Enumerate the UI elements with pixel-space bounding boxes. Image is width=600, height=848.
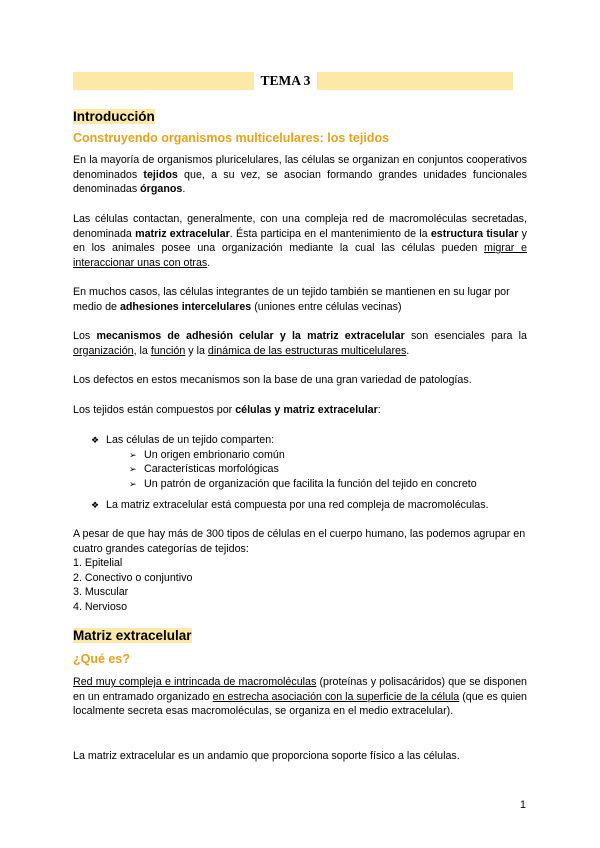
arrowhead-bullet-icon: ➢ bbox=[129, 478, 137, 489]
paragraph-intro-6: Los tejidos están compuestos por células y matriz extracelular: bbox=[73, 404, 381, 416]
list-item: ➢ Un origen embrionario común bbox=[129, 448, 285, 461]
list-item: ➢ Características morfológicas bbox=[129, 463, 279, 475]
diamond-bullet-icon: ❖ bbox=[91, 500, 100, 510]
paragraph-intro-3: En muchos casos, las células integrantes de un tejido también se mantienen en su lugar por medio de adhesiones intercelulares (uniones entre células vecinas) bbox=[73, 286, 510, 313]
title-highlight-left bbox=[73, 72, 254, 90]
paragraph-matrix-2: La matriz extracelular es un andamio que proporciona soporte físico a las células. bbox=[73, 750, 460, 762]
paragraph-intro-5: Los defectos en estos mecanismos son la base de una gran variedad de patologías. bbox=[73, 374, 472, 386]
subheading-tejidos: Construyendo organismos multicelulares: los tejidos bbox=[73, 131, 390, 145]
diamond-bullet-icon: ❖ bbox=[91, 435, 100, 445]
paragraph-intro-4: Los mecanismos de adhesión celular y la matriz extracelular son esenciales para la organización, la función y la dinámica de las estructuras multicelulares. bbox=[73, 330, 527, 357]
document-title: TEMA 3 bbox=[260, 73, 311, 88]
section-heading-intro: Introducción bbox=[73, 109, 155, 124]
composition-list bbox=[73, 433, 527, 513]
paragraph-matrix-1: Red muy compleja e intrincada de macromoléculas (proteínas y polisacáridos) que se disponen en un entramado organizado en estrecha asociación con la superficie de la célula (que es quien localmente secreta esas macromoléculas, se organiza en el medio extracelular). bbox=[73, 676, 527, 717]
tissue-categories bbox=[73, 556, 527, 614]
category-item: 4. Nervioso bbox=[73, 600, 128, 613]
arrowhead-bullet-icon: ➢ bbox=[129, 464, 137, 474]
paragraph-intro-1: En la mayoría de organismos pluricelulares, las células se organizan en conjuntos cooperativos denominados tejidos que, a su vez, se asocian formando grandes unidades funcionales denominadas órganos. bbox=[73, 154, 527, 195]
arrowhead-bullet-icon: ➢ bbox=[129, 449, 137, 460]
category-item: 3. Muscular bbox=[73, 586, 129, 598]
paragraph-intro-2: Las células contactan, generalmente, con una compleja red de macromoléculas secretadas, denominada matriz extracelular. Ésta participa en el mantenimiento de la estructura tisular y en los animales posee una organización mediante la cual las células pueden migrar e interaccionar unas con otras. bbox=[73, 213, 527, 269]
title-highlight-right bbox=[317, 72, 513, 90]
title-bar bbox=[73, 72, 513, 90]
page-number: 1 bbox=[520, 799, 526, 811]
list-item: ➢ Un patrón de organización que facilita la función del tejido en concreto bbox=[129, 477, 477, 490]
list-item: ❖ Las células de un tejido comparten: ➢ Un origen embrionario común ➢ Características morfológicas ➢ Un patrón de organización que facilita la función del tejido en concreto bbox=[73, 433, 527, 491]
section-heading-matrix: Matriz extracelular bbox=[73, 628, 192, 643]
subheading-que-es: ¿Qué es? bbox=[73, 652, 130, 666]
paragraph-intro-7: A pesar de que hay más de 300 tipos de células en el cuerpo humano, las podemos agrupar en cuatro grandes categorías de tejidos: bbox=[73, 528, 526, 555]
list-item: ❖ La matriz extracelular está compuesta por una red compleja de macromoléculas. bbox=[91, 499, 489, 511]
category-item: 2. Conectivo o conjuntivo bbox=[73, 571, 193, 584]
category-item: 1. Epitelial bbox=[73, 557, 123, 569]
